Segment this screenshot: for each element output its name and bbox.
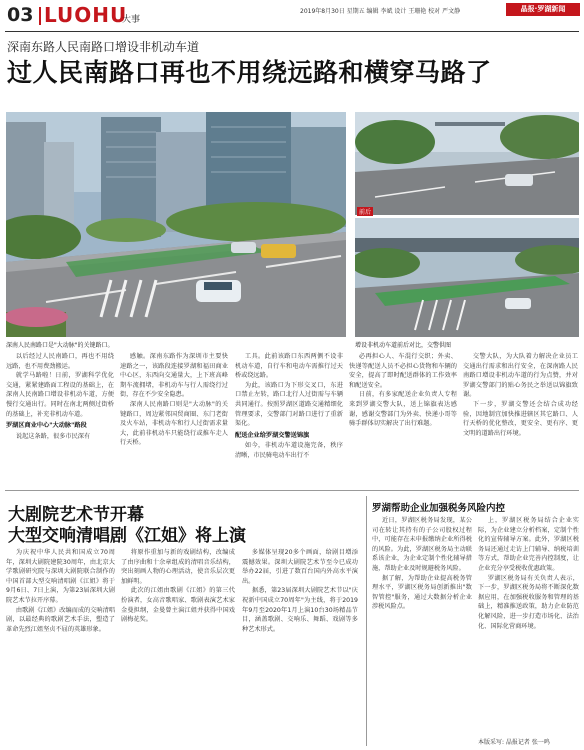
story1-kicker: 深南东路人民南路口增设非机动车道 [7, 40, 200, 54]
story2-headline-line2: 大型交响清唱剧《江姐》将上演 [8, 526, 246, 546]
story3-column-1 [372, 516, 472, 612]
header-separator [39, 7, 41, 25]
story1-column-5 [463, 352, 578, 438]
paragraph: 说起这条路，很多市民深有 [15, 432, 91, 440]
intersection-photo [6, 112, 346, 337]
edition-meta: 2019年8月30日 星期五 编辑 李斌 设计 王珊艳 校对 严文静 [300, 8, 461, 15]
paragraph: 日前，有多家配送企业负责人专程来到罗湖交警大队，送上锦旗表达感谢，感谢交警部门为外卖、快递小哥等骑手群体切实解决了出行难题。 [349, 391, 457, 428]
paragraph: 由歌剧《江姐》改编而成的交响清唱剧，以最经典的歌剧艺术手法，塑造了革命先烈江姐坚贞不屈的英雄形象。 [6, 606, 115, 633]
header-rule [5, 31, 579, 32]
story2-headline-line1: 大剧院艺术节开幕 [8, 505, 144, 525]
section-divider [5, 490, 579, 491]
paragraph: 下一步，罗湖交警还会结合成功经验，因地制宜加快推进辖区其它路口、人行天桥的优化整改，更安全、更有序、更文明的道路出行环境。 [463, 400, 578, 437]
paragraph: 罗湖区税务局有关负责人表示，下一步，罗湖区税务局将不断深化数据应用，在加强税收服务和管理的基础上，精准推送政策，助力企业防范化解风险，进一步打造市场化、法治化、国际化营商环境。 [478, 574, 579, 630]
paragraph: 深南人民南路口则是"大动脉"的关键路口，周边紧邻国贸商圈、东门老街及火车站，非机动车和行人过街需求量大，此前非机动车只能绕行或推车走人行天桥。 [120, 400, 228, 447]
section-title: LUOHU [44, 3, 128, 27]
paragraph: 感触。深南东路作为深圳市主要快速路之一，该路段连接罗湖和福田商业中心区，东西向交通量大，上下班高峰期车流拥堵，非机动车与行人需绕行过街，存在不少安全隐患。 [120, 353, 228, 399]
story1-column-4 [349, 352, 457, 429]
story3-credit: 本版采写: 晶报记者 张一鸣 [478, 739, 550, 746]
story2-column-2 [121, 548, 235, 625]
story1-headline: 过人民南路口再也不用绕远路和横穿马路了 [7, 58, 492, 87]
paragraph: 以后经过人民南路口，再也不用绕远路，也不用费劲搬运。 [6, 353, 114, 370]
subhead: 罗湖区商业中心"大动脉"路段 [6, 422, 87, 430]
story3-headline: 罗湖帮助企业加强税务风险内控 [372, 503, 506, 514]
subhead: 配送企业给罗湖交警送锦旗 [235, 431, 310, 439]
paragraph: 为此，该路口为下形交叉口，东进口禁止左转，路口北行人过街需与车辆共同通行。按照罗湖区道路交通精细化管理要求，交警部门对路口进行了重新渠化。 [235, 381, 343, 428]
section-subtitle: 大事 [122, 15, 141, 25]
column-divider [366, 496, 367, 746]
after-photo [355, 218, 579, 337]
paragraph: 交警大队，为大队着力解决企业员工交通出行需求和出行安全，在深南路人民南路口增设非机动车道的行为点赞，并对罗湖交警部门的贴心务民之举送以锦旗致谢。 [463, 353, 578, 399]
paragraph: 据悉，第23届深圳大剧院艺术节以"庆祝新中国成立70周年"为主线，将于2019年9月至2020年1月上演10台30场精品节目，涵盖歌剧、交响乐、舞蹈、戏剧等多种艺术形式。 [242, 587, 358, 633]
before-photo [355, 112, 579, 215]
story2-column-1 [6, 548, 115, 634]
story1-column-1 [6, 352, 114, 441]
story3-column-2 [478, 516, 579, 631]
page-number: 03 [7, 4, 34, 26]
paragraph: 此次的江姐由歌剧《江姐》的第三代扮演者，女高音歌唱家、歌剧表演艺术家金曼担纲，金曼曾主演江姐并获得中国戏剧梅花奖。 [121, 587, 235, 624]
paragraph: 将原作重加与新的戏剧结构，改编成了由序曲和十余章组成的清唱音乐结构，突出刻画人物的心理活动，使音乐层次更加鲜明。 [121, 549, 235, 585]
story1-column-2 [120, 352, 228, 448]
paragraph: 据了解，为帮助企业提高税务管理水平，罗湖区税务局创新推出"数智管控"服务，通过大数据分析企业涉税风险点。 [372, 574, 472, 611]
paragraph: 多媒体呈现20多个画面，给剧目增添震撼效果。深圳大剧院艺术节至今已成功举办22届，引进了数百台国内外高水平演出。 [242, 549, 358, 585]
paragraph: 为庆祝中华人民共和国成立70周年，深圳大剧院建院30周年，由北京大学歌剧研究院与深圳大剧院联合制作的中国首部大型交响清唱剧《江姐》将于9月6日、7日上演，为第23届深圳大剧院艺术节拉开序幕。 [6, 549, 115, 604]
photo2-caption: 增设非机动车道前后对比，交警供图 [355, 342, 452, 349]
brand-badge: 晶报·罗湖新闻 [506, 3, 580, 16]
paragraph: 必再担心人、车混行交织；外卖、快递等配送人员不必担心货物和车辆的安全，提高了即时配送群体的工作效率和配送安全。 [349, 353, 457, 389]
before-after-label: 前后 [359, 209, 372, 216]
story1-column-3 [235, 352, 343, 461]
paragraph: 工具。此前该路口东西两侧不设非机动车道，自行车和电动车需推行过天桥或绕远路。 [235, 353, 343, 380]
story2-column-3 [242, 548, 358, 634]
paragraph: 上，罗湖区税务局结合企业实际，为企业建立分析档案，定制个性化的宣传辅导方案。此外，罗湖区税务局还通过走访上门辅导、纳税培训等方式，帮助企业完善内控制度，让企业充分享受税收优惠政策。 [478, 517, 579, 572]
paragraph: 如今，非机动车道设施完备，秩序清晰，市民骑电动车出行不 [235, 442, 343, 459]
paragraph: 就学马路啦！日前，罗湖科学优化交通，紧紧建路面工程设的基础上，在深南人民南路口增设非机动车道，方便慢行交通出行。同时在南北两侧过街桥的基础上，补充非机动车道。 [6, 372, 114, 418]
paragraph: 近日，罗湖区税务局发现，某公司在转让其持有的子公司股权过程中，可能存在未申报缴纳企业所得税的风险。为此，罗湖区税务局主动联系该企业，为企业定制个性化辅导措施，帮助企业及时规避税务风险。 [372, 517, 472, 572]
photo1-caption: 深南人民南路口是"大动脉"的关键路口。 [6, 342, 114, 349]
